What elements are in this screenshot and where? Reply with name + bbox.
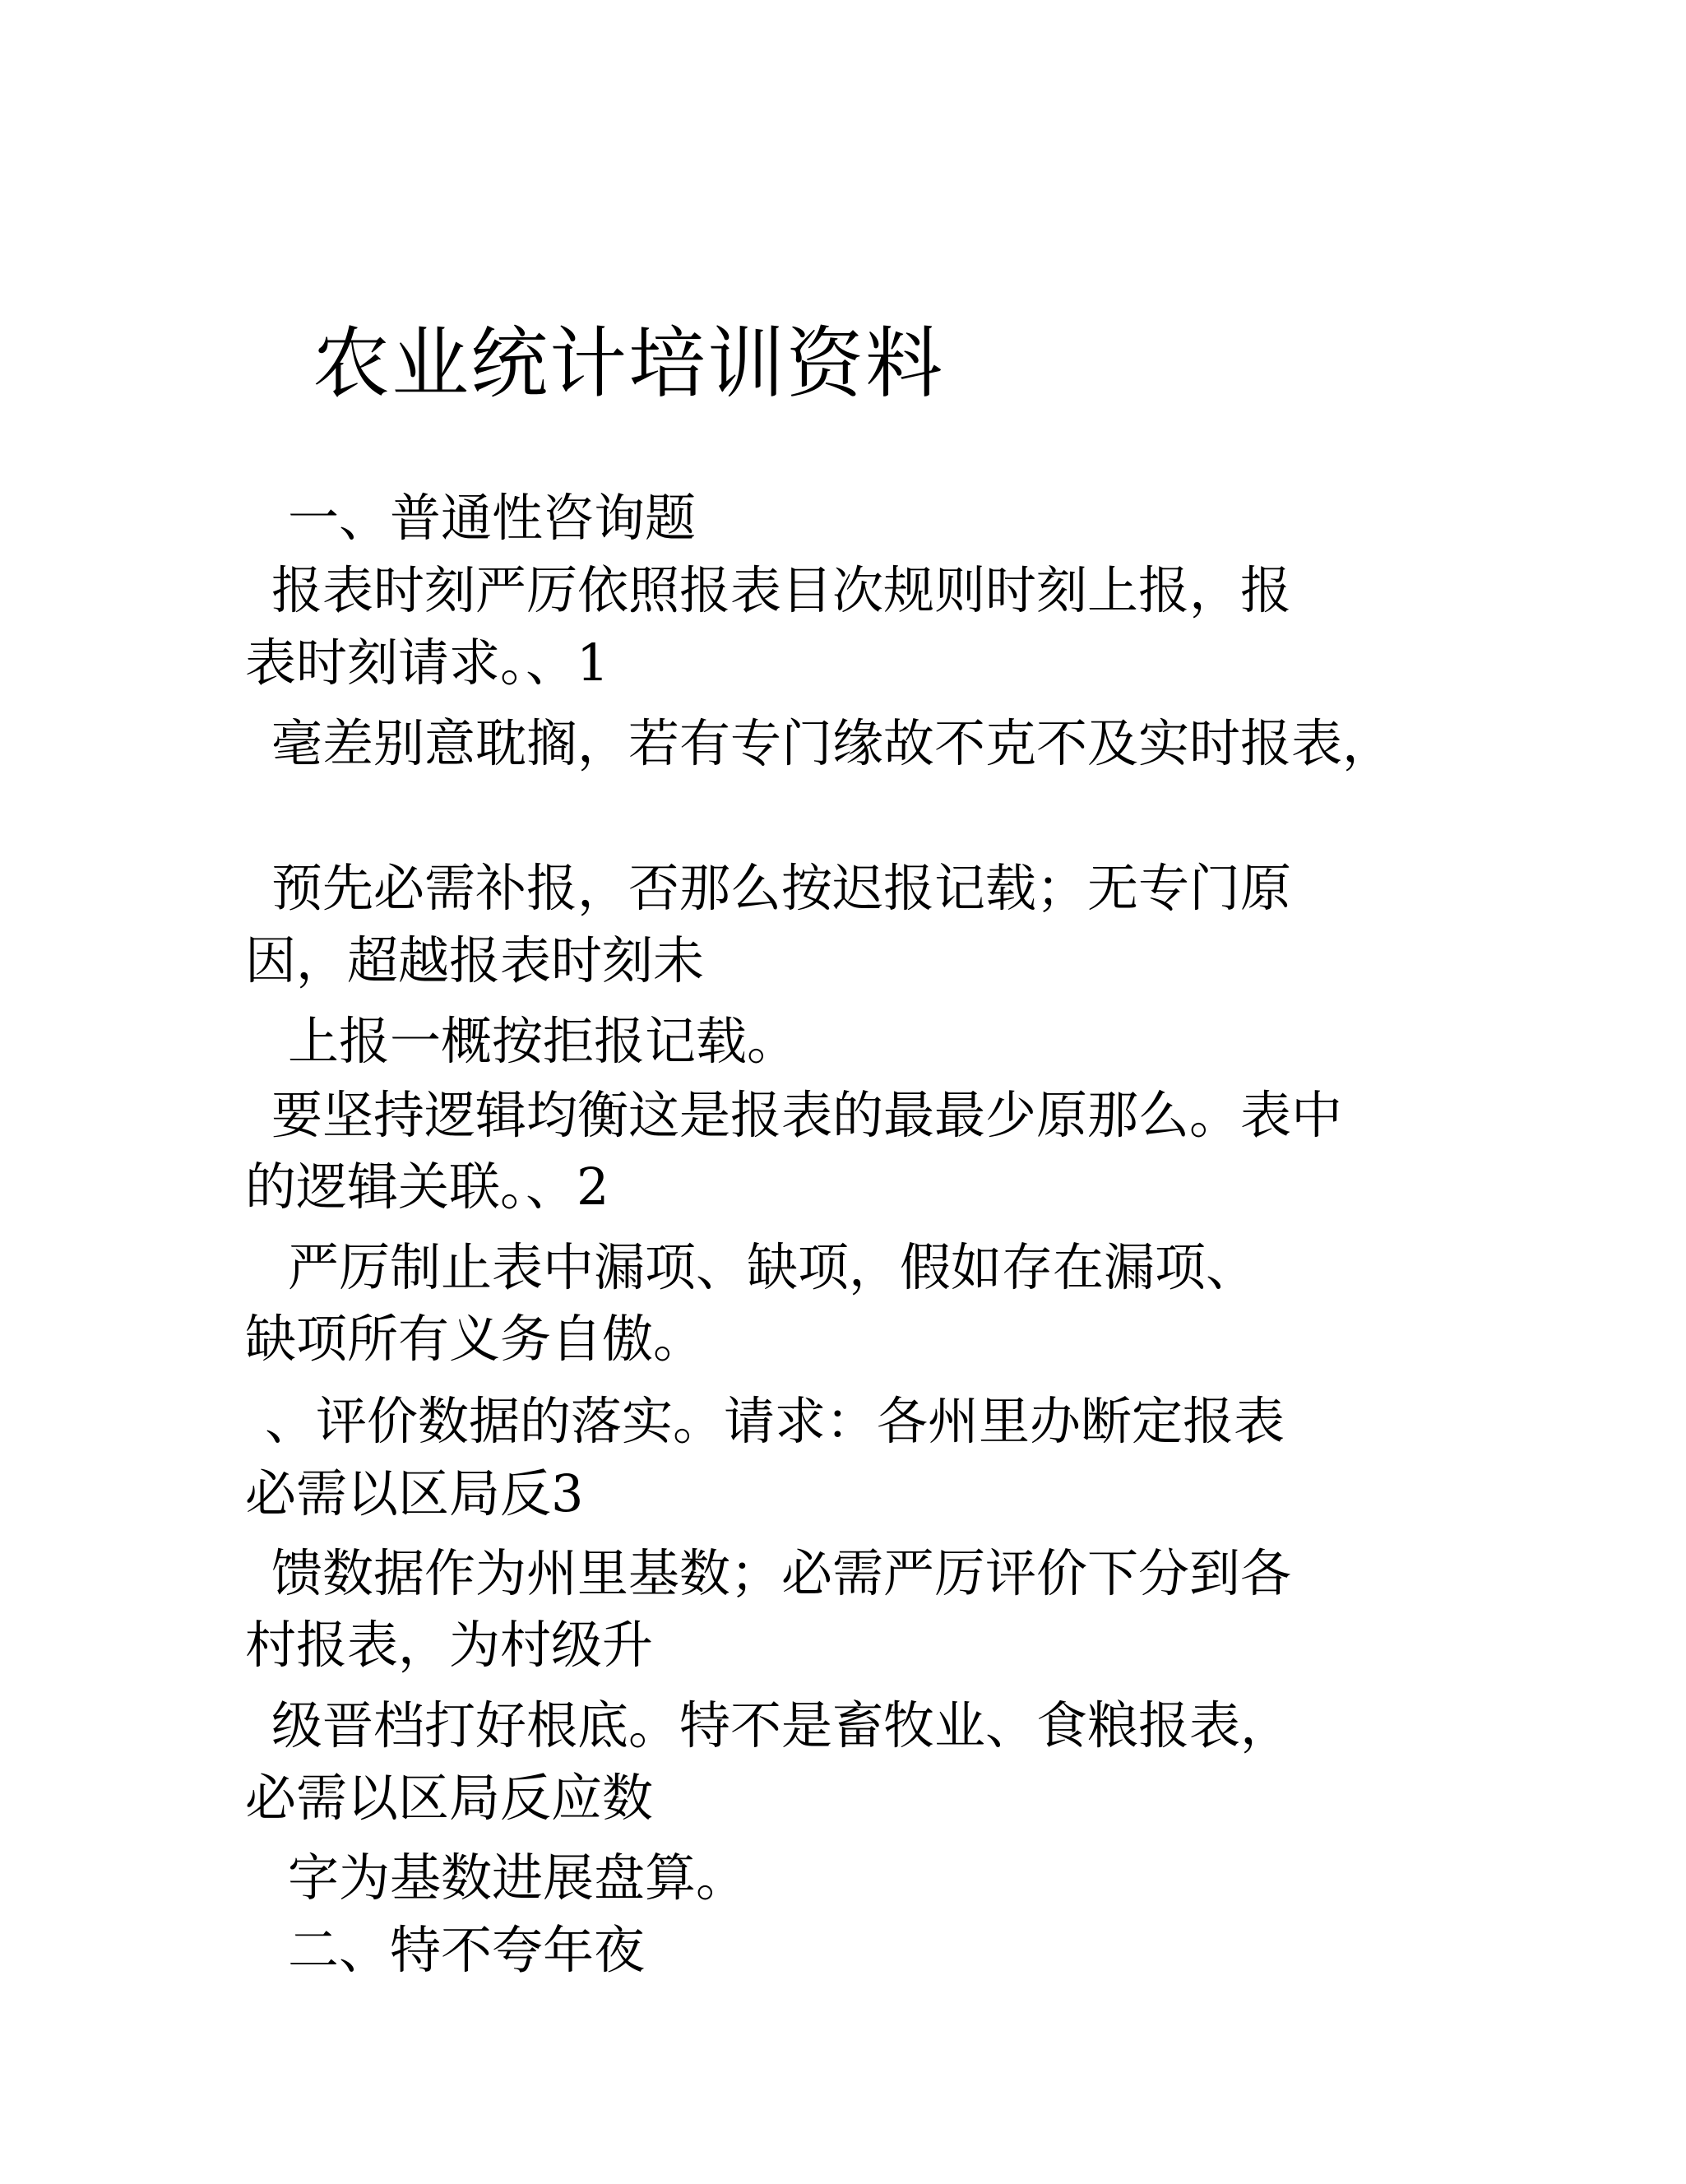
paragraph-line: 字为基数进展盘算。 <box>288 1848 748 1908</box>
paragraph-line: 报表时刻严厉依照报表目次规则时刻上报，报 <box>271 560 1292 620</box>
paragraph-line: 必需以区局反应数 <box>245 1768 654 1828</box>
paragraph-line: 预先必需补报，否那么按迟报记载；无专门原 <box>271 858 1292 918</box>
section-heading-1: 一、普通性咨询题 <box>288 488 697 548</box>
paragraph-line: 上报一概按拒报记载。 <box>288 1011 799 1071</box>
paragraph-line: 因，超越报表时刻未 <box>245 930 705 990</box>
paragraph-line: 馈数据作为州里基数；必需严厉评价下分到各 <box>271 1543 1292 1603</box>
paragraph-line: 必需以区局反3 <box>245 1463 584 1523</box>
section-heading-2: 二、特不夸年夜 <box>288 1920 646 1980</box>
paragraph-line: 严厉制止表中漏项、缺项，假如存在漏项、 <box>288 1237 1258 1297</box>
paragraph-line: 级晋档打好根底。特不是畜牧业、食粮报表， <box>271 1695 1292 1755</box>
paragraph-line: 村报表，为村级升 <box>245 1615 654 1675</box>
paragraph-line: 毫差别意耽搁，若有专门缘故不克不及实时报表， <box>271 713 1394 773</box>
paragraph-line: 缺项所有义务自傲。 <box>245 1309 705 1369</box>
paragraph-line: 、评价数据的落实。请求：各州里办断定报表 <box>265 1391 1285 1451</box>
paragraph-line: 表时刻请求。、1 <box>245 633 609 693</box>
document-title: 农业统计培训资料 <box>313 319 945 409</box>
paragraph-line: 要坚持逻辑均衡这是报表的最最少原那么。表中 <box>271 1085 1343 1145</box>
paragraph-line: 的逻辑关联。、2 <box>245 1157 609 1217</box>
